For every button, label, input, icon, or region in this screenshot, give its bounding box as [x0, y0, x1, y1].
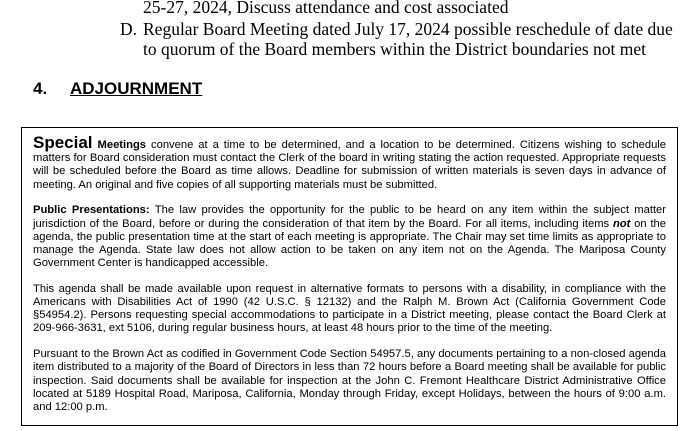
section-title: ADJOURNMENT — [70, 79, 203, 98]
section-heading — [33, 79, 202, 99]
special-meetings-paragraph — [33, 133, 666, 192]
special-meetings-text: convene at a time to be determined, and a location to be determined. Citizens wishing to schedule matters for Board consideration must contact the Clerk of the board in writing stating the action requested. Appropriate requests will be scheduled before the Board as time allows. Deadline for submission of written materials is seven days in advance of meeting. An original and five copies of all supporting materials must be submitted. — [33, 139, 666, 191]
public-presentations-text-2: on the agenda, the public presentation time at the start of each meeting is appropriate. The Chair may set time limits as appropriate to manage the Agenda. State law does not allow action to be taken on any item not on the Agenda. The Mariposa County Government Center is handicapped accessible. — [33, 217, 666, 270]
section-number: 4. — [33, 79, 48, 98]
agenda-item-c-continuation: 25-27, 2024, Discuss attendance and cost associated — [143, 0, 509, 17]
agenda-item-d-text: Regular Board Meeting dated July 17, 2024 possible reschedule of date due to quorum of the Board members within the District boundaries not met — [143, 19, 673, 59]
special-word: Special — [33, 133, 93, 152]
public-presentations-text-1: The law provides the opportunity for the public to be heard on any item within the subject matter jurisdiction of the Board, before or during the consideration of that item by the Board. For all items, including items — [33, 204, 666, 230]
meeting-notice-box — [21, 127, 678, 426]
meetings-word: Meetings — [97, 139, 147, 151]
public-presentations-paragraph — [33, 204, 666, 270]
public-presentations-heading: Public Presentations: — [33, 204, 150, 217]
brown-act-paragraph: Pursuant to the Brown Act as codified in Government Code Section 54957.5, any documents pertaining to a non-closed agenda item distributed to a majority of the Board of Directors in less than 72 hours before a Board meeting shall be available for public inspection. Said documents shall be available for inspection at the John C. Fremont Healthcare District Administrative Office located at 5189 Hospital Road, Mariposa, California, Monday through Friday, except Holidays, between the hours of 9:00 a.m. and 12:00 p.m. — [33, 348, 666, 413]
public-presentations-emphasis: not — [612, 217, 631, 230]
agenda-item-d-letter: D. — [120, 19, 138, 39]
agenda-item-d — [120, 19, 680, 59]
accessibility-paragraph: This agenda shall be made available upon request in alternative formats to persons with a disability, in compliance with the Americans with Disabilities Act of 1990 (42 U.S.C. § 12132) and the Ralph M. Brown Act (California Government Code §54954.2). Persons requesting special accommodations to participate in a District meeting, please contact the Board Clerk at 209-966-3631, ext 5106, during regular business hours, at least 48 hours prior to the time of the meeting. — [33, 282, 666, 335]
